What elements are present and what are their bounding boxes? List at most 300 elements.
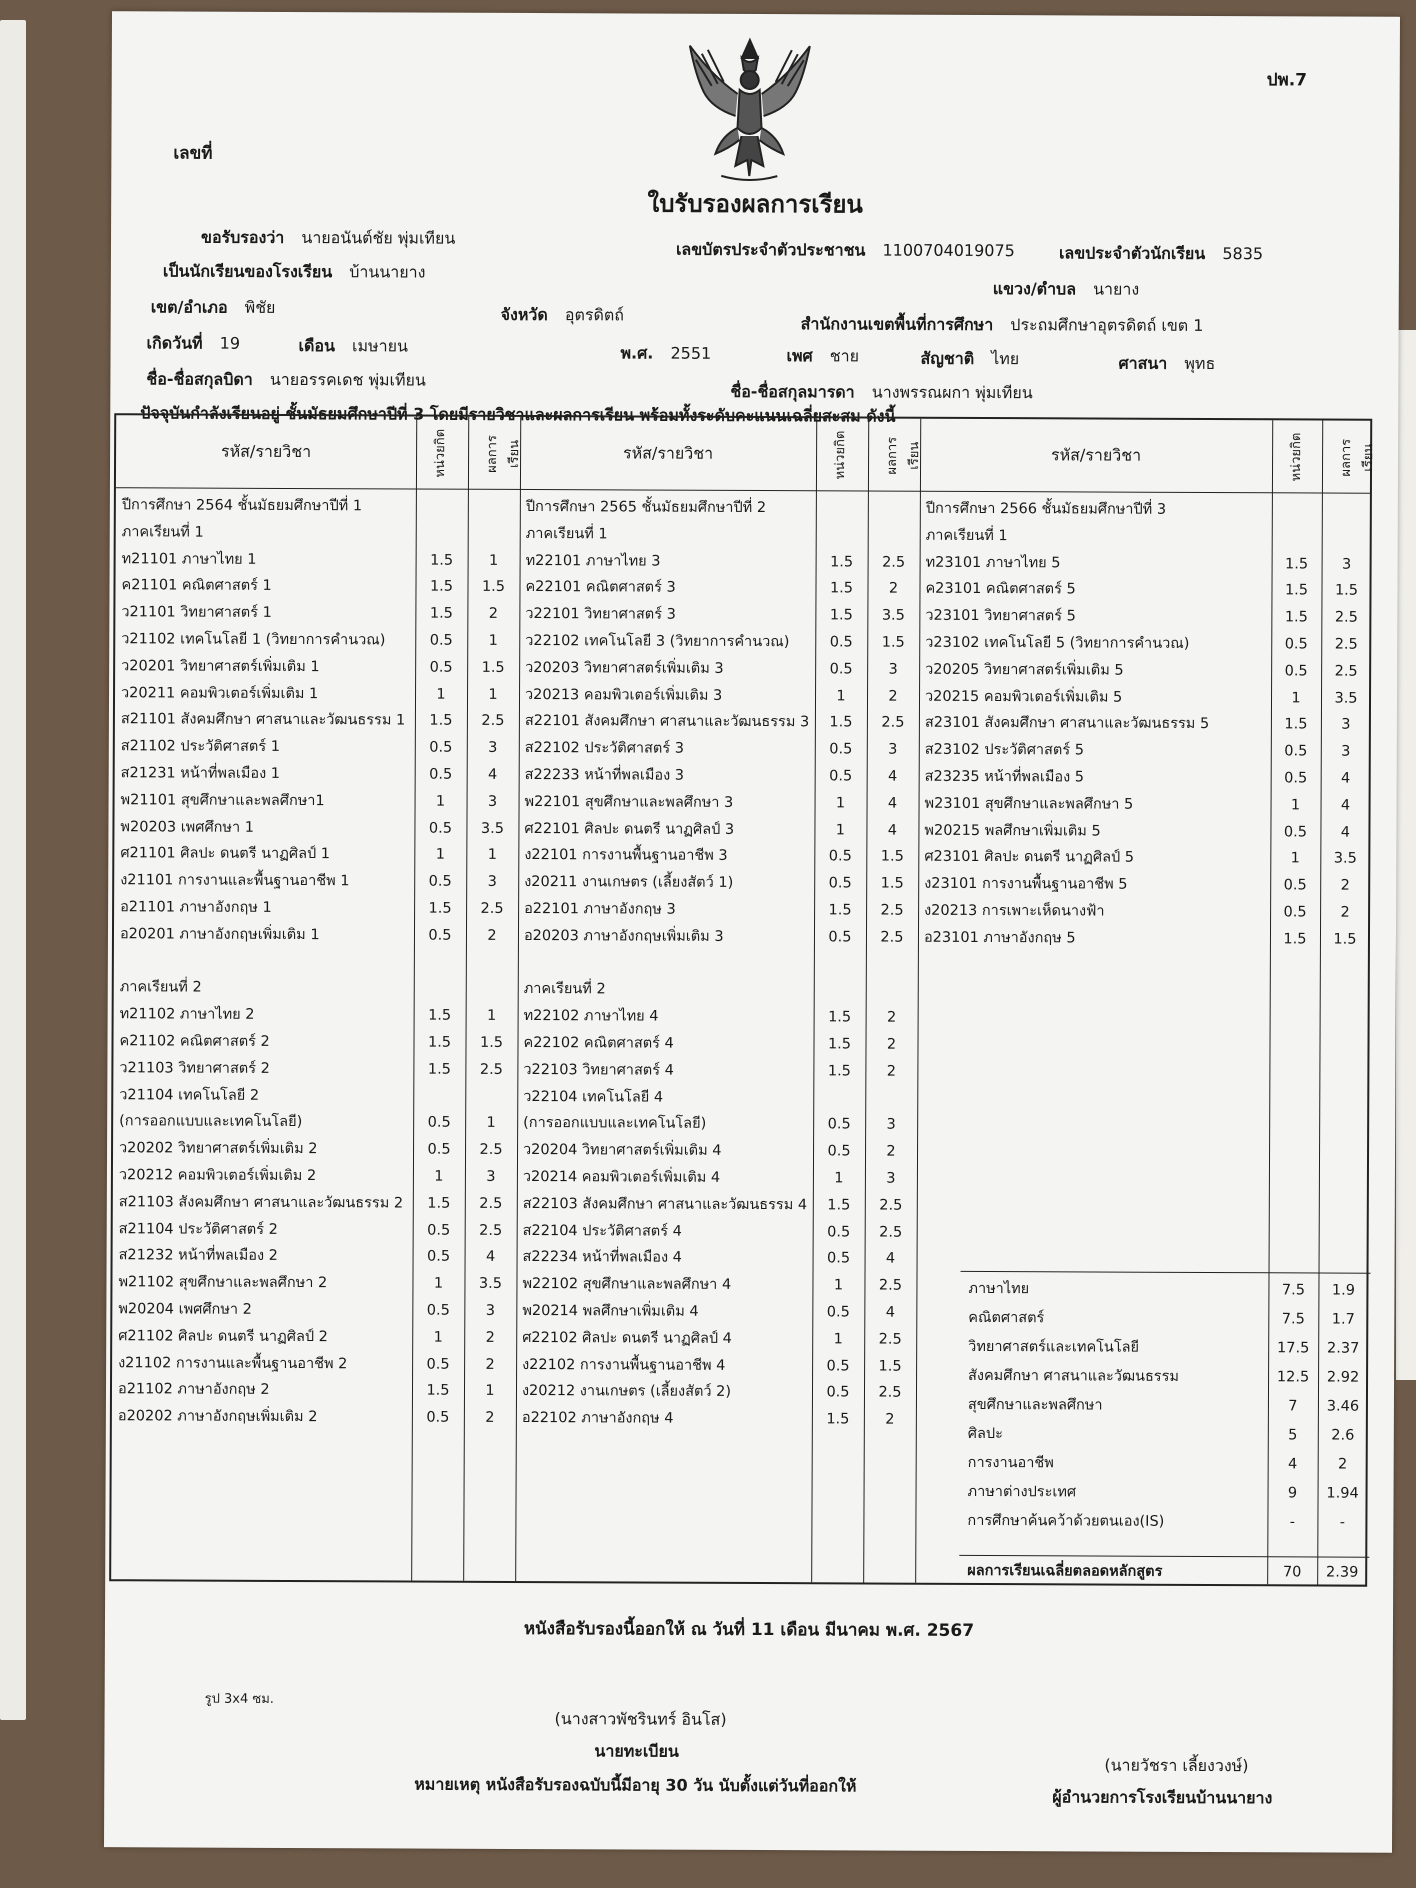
grade-cell: 2.5 (479, 1061, 503, 1078)
subject-cell: ภาคเรียนที่ 2 (119, 979, 202, 996)
grade-cell: 2.5 (880, 929, 904, 946)
grade-cell: 4 (885, 1250, 896, 1268)
credit-cell: 1.5 (430, 552, 454, 569)
subject-cell: ว20205 วิทยาศาสตร์เพิ่มเติม 5 (925, 661, 1124, 679)
nationality: ไทย (991, 349, 1020, 369)
subject-cell: ท21101 ภาษาไทย 1 (121, 550, 257, 568)
credit-cell: 1.5 (428, 1007, 452, 1024)
subject-cell: ภาคเรียนที่ 1 (525, 525, 608, 543)
credit-cell: 1.5 (426, 1382, 450, 1400)
grade-cell: 3 (486, 1168, 496, 1185)
grade-cell: 4 (887, 822, 898, 839)
subject-cell: ศ23101 ศิลปะ ดนตรี นาฏศิลป์ 5 (924, 849, 1135, 867)
credit-cell: 0.5 (427, 1222, 451, 1239)
credit-cell: 0.5 (827, 1223, 851, 1241)
subject-cell: ส21102 ประวัติศาสตร์ 1 (120, 738, 281, 756)
summary-credit: 4 (1288, 1456, 1298, 1473)
province-line (501, 303, 624, 329)
grade-cell: 1.5 (1333, 931, 1357, 948)
nationality-label: สัญชาติ (920, 348, 975, 368)
grade-cell: 1 (485, 1383, 495, 1400)
header-subject-1: รหัส/รายวิชา (221, 441, 312, 462)
subject-cell: อ23101 ภาษาอังกฤษ 5 (923, 929, 1076, 947)
school-label: เป็นนักเรียนของโรงเรียน (162, 261, 333, 282)
religion: พุทธ (1184, 353, 1216, 374)
summary-subject-group: สุขศึกษาและพลศึกษา (967, 1396, 1103, 1414)
grade-cell: 2 (485, 1356, 495, 1373)
summary-credit: 7.5 (1281, 1282, 1306, 1299)
credit-cell: 1.5 (427, 1061, 451, 1078)
subject-cell: อ20203 ภาษาอังกฤษเพิ่มเติม 3 (523, 927, 724, 945)
summary-grade: 1.9 (1331, 1282, 1356, 1299)
table-row (114, 868, 1368, 897)
summary-subject-group: การศึกษาค้นคว้าด้วยตนเอง(IS) (967, 1512, 1165, 1530)
subject-cell: ง22101 การงานพื้นฐานอาชีพ 3 (524, 847, 728, 865)
table-row (115, 627, 1369, 656)
grade-cell: 2.5 (480, 900, 504, 917)
grade-cell: 2 (886, 1009, 897, 1026)
grade-cell: 3 (488, 740, 498, 757)
grade-cell: 1.5 (479, 1034, 504, 1051)
grade-cell: 2 (885, 1411, 895, 1428)
credit-cell: 1.5 (826, 1411, 850, 1428)
subject-cell: ง21101 การงานและพื้นฐานอาชีพ 1 (120, 872, 350, 890)
born-year-line (620, 341, 711, 366)
credit-cell: 1.5 (1284, 609, 1308, 626)
school-line (163, 259, 426, 285)
credit-cell: 0.5 (429, 766, 453, 783)
table-row (114, 815, 1368, 844)
subject-cell: (การออกแบบและเทคโนโลยี) (523, 1115, 707, 1133)
subdistrict-line (993, 277, 1140, 303)
grade-cell: 1 (488, 552, 499, 569)
grade-cell: 4 (885, 1304, 895, 1321)
table-row (113, 1217, 1367, 1246)
summary-subject-group: การงานอาชีพ (967, 1454, 1054, 1472)
subject-cell: ส22101 สังคมศึกษา ศาสนาและวัฒนธรรม 3 (524, 713, 810, 731)
subject-cell: ค22102 คณิตศาสตร์ 4 (523, 1035, 674, 1052)
subject-cell: ท22102 ภาษาไทย 4 (523, 1008, 659, 1025)
subject-cell: ปีการศึกษา 2565 ชั้นมัธยมศึกษาปีที่ 2 (525, 499, 767, 517)
grade-cell: 1.5 (1334, 582, 1359, 600)
subject-cell: ศ22102 ศิลปะ ดนตรี นาฏศิลป์ 4 (522, 1329, 732, 1347)
credit-cell: 1.5 (1283, 931, 1307, 948)
summary-credit: 12.5 (1276, 1369, 1310, 1386)
subject-cell: ส22103 สังคมศึกษา ศาสนาและวัฒนธรรม 4 (522, 1195, 808, 1214)
born-label: เกิดวันที่ (146, 333, 203, 353)
summary-subject-group: ภาษาต่างประเทศ (967, 1483, 1077, 1501)
current-status-text: ปัจจุบันกำลังเรียนอยู่ ชั้นมัธยมศึกษาปีที่ 3 โดยมีรายวิชาและผลการเรียน พร้อมทั้งระดับคะแนนเฉลี่ยสะสม ดังนี้ (140, 403, 896, 426)
summary-credit: 7.5 (1281, 1311, 1305, 1328)
credit-cell: 0.5 (1284, 636, 1308, 653)
grade-cell: 1 (486, 1008, 497, 1025)
grade-cell: 2 (485, 1329, 495, 1346)
subject-cell: พ20203 เพศศึกษา 1 (120, 818, 255, 836)
subject-cell: ส22102 ประวัติศาสตร์ 3 (524, 740, 685, 757)
grade-cell: 1.5 (878, 1358, 902, 1375)
credit-cell: 0.5 (828, 875, 852, 892)
subject-cell: ว20212 คอมพิวเตอร์เพิ่มเติม 2 (118, 1167, 317, 1185)
grade-cell: 1 (488, 632, 498, 649)
header-credit-3: หน่วยกิต (1288, 432, 1305, 482)
table-row (115, 708, 1369, 737)
credit-cell: 0.5 (828, 848, 852, 865)
header-subject-2: รหัส/รายวิชา (623, 443, 714, 463)
id-card-label: เลขบัตรประจำตัวประชาชน (675, 239, 866, 260)
student-name: นายอนันต์ชัย พุ่มเทียน (301, 228, 456, 248)
table-row (115, 600, 1369, 629)
credit-cell: 0.5 (1284, 770, 1308, 787)
grade-cell: 3 (886, 1116, 896, 1134)
header-grade-1: ผลการเรียน (485, 434, 523, 473)
credit-cell: 0.5 (428, 873, 452, 890)
credit-cell: 1.5 (427, 1195, 451, 1212)
summary-row (112, 1476, 1366, 1505)
table-row (113, 1083, 1367, 1112)
credit-cell: 0.5 (427, 1248, 451, 1266)
credit-cell: 0.5 (427, 1141, 451, 1158)
grade-cell: 2 (487, 927, 497, 944)
district: พิชัย (244, 297, 276, 317)
registrar-title: นายทะเบียน (594, 1741, 679, 1761)
area: ประถมศึกษาอุตรดิตถ์ เขต 1 (1010, 315, 1204, 335)
subject-cell: ปีการศึกษา 2564 ชั้นมัธยมศึกษาปีที่ 1 (121, 497, 363, 515)
summary-total-row (111, 1555, 1365, 1584)
grade-cell: 3 (485, 1302, 495, 1319)
subject-cell: ส23101 สังคมศึกษา ศาสนาและวัฒนธรรม 5 (924, 715, 1210, 733)
subject-cell: ว20201 วิทยาศาสตร์เพิ่มเติม 1 (121, 658, 320, 675)
credit-cell: 1.5 (827, 1036, 852, 1053)
subject-cell: ว20211 คอมพิวเตอร์เพิ่มเติม 1 (121, 684, 319, 702)
credit-cell: 0.5 (1283, 877, 1307, 894)
grade-cell: 1 (487, 847, 497, 864)
credit-cell: 0.5 (827, 1143, 851, 1160)
grade-cell: 2.5 (880, 902, 904, 919)
born-day-line (147, 331, 241, 356)
table-row (115, 681, 1369, 710)
subject-cell: ส21231 หน้าที่พลเมือง 1 (120, 765, 281, 782)
credit-cell: 0.5 (1283, 823, 1308, 841)
grade-cell: 2.5 (1334, 609, 1358, 626)
subject-cell: ว22103 วิทยาศาสตร์ 4 (523, 1061, 674, 1079)
summary-grade: 1.7 (1331, 1311, 1355, 1328)
credit-cell: 1 (833, 1331, 843, 1348)
religion-line (1118, 352, 1215, 377)
header-subject-3: รหัส/รายวิชา (1050, 445, 1142, 465)
area-line (801, 312, 1204, 339)
credit-cell: 1 (834, 1170, 844, 1187)
grade-cell: 2.5 (479, 1195, 503, 1212)
validity-note: หมายเหตุ หนังสือรับรองฉบับนี้มีอายุ 30 วัน นับตั้งแต่วันที่ออกให้ (414, 1774, 857, 1796)
subject-cell: ค21101 คณิตศาสตร์ 1 (121, 577, 272, 595)
subject-cell: ศ22101 ศิลปะ ดนตรี นาฏศิลป์ 3 (524, 820, 735, 838)
student-no-line (1059, 241, 1263, 267)
grade-cell: 4 (488, 766, 498, 783)
sex: ชาย (829, 346, 860, 366)
credit-cell: 1.5 (828, 1009, 852, 1026)
credit-cell: 0.5 (829, 741, 853, 758)
table-row (115, 788, 1369, 817)
born-month: เมษายน (352, 336, 408, 356)
subject-cell: ค21102 คณิตศาสตร์ 2 (119, 1033, 270, 1050)
subject-cell: ว20203 วิทยาศาสตร์เพิ่มเติม 3 (525, 659, 724, 677)
grade-cell: 3 (888, 661, 898, 678)
header-credit-1: หน่วยกิต (432, 429, 449, 479)
credit-cell: 0.5 (428, 927, 452, 944)
id-card-number: 1100704019075 (882, 240, 1015, 261)
credit-cell: 1 (836, 687, 846, 704)
subject-cell: ง20213 การเพาะเห็ดนางฟ้า (924, 902, 1105, 920)
year-label: พ.ศ. (620, 343, 654, 363)
grade-cell: 2 (888, 688, 898, 705)
credit-cell: 0.5 (429, 739, 453, 756)
photo-label: รูป 3x4 ซม. (204, 1691, 274, 1707)
subject-cell: ส23102 ประวัติศาสตร์ 5 (924, 741, 1085, 759)
grade-cell: 2.5 (879, 1197, 903, 1214)
credit-cell: 1 (1290, 797, 1301, 814)
religion-label: ศาสนา (1118, 353, 1168, 373)
mother-name: นางพรรณผกา พุ่มเทียน (871, 382, 1033, 403)
grade-cell: 2 (886, 1063, 897, 1080)
table-row (113, 1244, 1367, 1273)
credit-cell: 1 (1291, 689, 1301, 706)
credit-cell: 1.5 (829, 607, 853, 624)
father-line (146, 367, 426, 393)
mother-line (730, 380, 1032, 406)
grade-cell: 3.5 (881, 607, 905, 624)
credit-cell: 0.5 (428, 820, 453, 837)
summary-grade: 3.46 (1326, 1398, 1360, 1415)
grade-cell: 2 (488, 606, 499, 623)
father-label: ชื่อ-ชื่อสกุลบิดา (146, 369, 253, 389)
credit-cell: 0.5 (1284, 743, 1308, 760)
header-grade-3: ผลการเรียน (1338, 438, 1377, 477)
credit-cell: 1.5 (1285, 555, 1309, 573)
subject-cell: ภาคเรียนที่ 2 (523, 981, 606, 998)
grade-cell: 4 (1340, 797, 1351, 814)
summary-grade: 2.6 (1331, 1427, 1355, 1444)
grade-cell: 3 (1341, 556, 1352, 573)
summary-credit: - (1289, 1514, 1296, 1531)
subject-cell: ว21102 เทคโนโลยี 1 (วิทยาการคำนวณ) (121, 631, 386, 649)
credit-cell: 1.5 (429, 605, 453, 622)
subject-cell: ภาคเรียนที่ 1 (925, 527, 1008, 544)
credit-cell: 0.5 (426, 1302, 450, 1319)
credit-cell: 1.5 (1284, 582, 1309, 599)
credit-cell: 0.5 (826, 1304, 850, 1321)
subject-cell: ว21101 วิทยาศาสตร์ 1 (121, 604, 272, 622)
credit-cell: 1 (436, 686, 446, 703)
credit-cell: 1 (1290, 850, 1300, 867)
form-code: ปพ.7 (1266, 70, 1308, 91)
area-label: สำนักงานเขตพื้นที่การศึกษา (800, 314, 994, 335)
adjacent-paper-right (1396, 330, 1416, 1380)
table-row (116, 547, 1370, 576)
credit-cell: 1 (435, 847, 445, 864)
subject-cell: ส22234 หน้าที่พลเมือง 4 (522, 1249, 682, 1267)
registrar-name: (นางสาวพัชรินทร์ อินโส) (554, 1709, 727, 1729)
subject-cell: อ20202 ภาษาอังกฤษเพิ่มเติม 2 (117, 1408, 318, 1426)
subject-cell: ส22104 ประวัติศาสตร์ 4 (522, 1222, 682, 1240)
subject-cell: ค23101 คณิตศาสตร์ 5 (925, 581, 1076, 598)
subject-cell: ท21102 ภาษาไทย 2 (119, 1006, 255, 1024)
table-row (114, 976, 1368, 1005)
subject-cell: ท22101 ภาษาไทย 3 (525, 552, 661, 570)
credit-cell: 0.5 (1283, 904, 1307, 921)
subject-cell: ส23235 หน้าที่พลเมือง 5 (924, 768, 1085, 786)
credit-cell: 0.5 (828, 929, 852, 946)
grade-cell: 3 (1341, 716, 1351, 734)
subject-cell: ศ21102 ศิลปะ ดนตรี นาฏศิลป์ 2 (118, 1328, 328, 1345)
grade-cell: 3 (487, 874, 497, 891)
table-row (115, 761, 1369, 790)
grade-cell: 1 (486, 1115, 496, 1132)
table-row (114, 1002, 1368, 1031)
student-no: 5835 (1222, 244, 1264, 264)
subject-cell: พ22101 สุขศึกษาและพลศึกษา 3 (524, 793, 734, 811)
summary-row (112, 1418, 1366, 1447)
grade-cell: 1 (488, 686, 498, 703)
certificate-title: ใบรับรองผลการเรียน (647, 189, 863, 219)
credit-cell: 0.5 (829, 768, 853, 785)
credit-cell: 0.5 (1284, 663, 1308, 680)
header-credit-2: หน่วยกิต (832, 431, 849, 480)
summary-grade: 2 (1338, 1456, 1348, 1473)
credit-cell: 1.5 (829, 580, 854, 597)
credit-cell: 1.5 (827, 1063, 851, 1080)
table-row (114, 922, 1368, 951)
summary-subject-group: สังคมศึกษา ศาสนาและวัฒนธรรม (968, 1367, 1179, 1385)
credit-cell: 0.5 (429, 659, 453, 676)
grade-cell: 3.5 (1333, 850, 1357, 868)
credit-cell: 1.5 (828, 902, 852, 919)
born-year: 2551 (670, 343, 712, 363)
summary-grade: - (1339, 1514, 1346, 1531)
table-row (114, 842, 1368, 871)
table-row (116, 520, 1370, 549)
subject-cell: ว22104 เทคโนโลยี 4 (523, 1088, 664, 1106)
subject-cell: ง20212 งานเกษตร (เลี้ยงสัตว์ 2) (521, 1383, 732, 1401)
certify-line (201, 226, 455, 252)
credit-cell: 0.5 (426, 1409, 450, 1426)
nationality-line (920, 347, 1019, 372)
credit-cell: 1 (434, 1168, 444, 1185)
summary-credit: 5 (1288, 1427, 1298, 1444)
student-no-label: เลขประจำตัวนักเรียน (1058, 243, 1206, 263)
grade-cell: 2 (1340, 877, 1350, 894)
credit-cell: 1.5 (427, 1034, 452, 1051)
grade-cell: 2.5 (879, 1224, 903, 1241)
credit-cell: 1.5 (829, 714, 853, 731)
subject-cell: พ20204 เพศศึกษา 2 (118, 1301, 252, 1318)
table-row (113, 1136, 1367, 1165)
born-month-line (298, 334, 407, 359)
subject-cell: ว20214 คอมพิวเตอร์เพิ่มเติม 4 (522, 1169, 721, 1186)
grade-cell: 3.5 (478, 1275, 503, 1293)
district-line (151, 295, 276, 321)
summary-subject-group: คณิตศาสตร์ (968, 1309, 1045, 1327)
credit-cell: 0.5 (829, 634, 853, 651)
subject-cell: ง20211 งานเกษตร (เลี้ยงสัตว์ 1) (524, 874, 734, 892)
credit-cell: 1 (435, 793, 446, 810)
subject-cell: ว20202 วิทยาศาสตร์เพิ่มเติม 2 (119, 1140, 318, 1158)
subject-cell: อ22101 ภาษาอังกฤษ 3 (524, 901, 676, 918)
grade-cell: 4 (887, 795, 898, 812)
summary-subject-group: ภาษาไทย (968, 1280, 1030, 1298)
subject-cell: ว20213 คอมพิวเตอร์เพิ่มเติม 3 (524, 686, 723, 704)
grade-cell: 3.5 (480, 820, 505, 837)
credit-cell: 0.5 (827, 1250, 851, 1267)
subject-cell: ปีการศึกษา 2566 ชั้นมัธยมศึกษาปีที่ 3 (925, 500, 1167, 518)
issue-date: หนังสือรับรองนี้ออกให้ ณ วันที่ 11 เดือน มีนาคม พ.ศ. 2567 (523, 1619, 975, 1641)
grade-cell: 2 (485, 1410, 495, 1427)
subject-cell: พ20214 พลศึกษาเพิ่มเติม 4 (522, 1303, 699, 1320)
grade-cell: 2.5 (479, 1222, 503, 1239)
grade-cell: 2 (888, 580, 899, 598)
credit-cell: 1 (833, 1277, 844, 1294)
subject-cell: ว20215 คอมพิวเตอร์เพิ่มเติม 5 (924, 688, 1123, 706)
grade-cell: 2.5 (881, 714, 905, 732)
province: อุตรดิตถ์ (564, 305, 624, 325)
subject-cell: ว23101 วิทยาศาสตร์ 5 (925, 607, 1076, 625)
credit-cell: 1.5 (428, 900, 452, 917)
credit-cell: 0.5 (826, 1357, 850, 1375)
summary-subject-group: วิทยาศาสตร์และเทคโนโลยี (968, 1338, 1140, 1356)
subject-cell: ส22233 หน้าที่พลเมือง 3 (524, 767, 685, 784)
grade-cell: 4 (1340, 824, 1351, 841)
table-row (113, 1163, 1367, 1192)
subject-cell: ว23102 เทคโนโลยี 5 (วิทยาการคำนวณ) (925, 634, 1190, 652)
summary-grade: 1.94 (1326, 1485, 1359, 1502)
certificate-paper (104, 11, 1400, 1853)
grade-cell: 4 (888, 768, 898, 785)
summary-credit: 70 (1282, 1564, 1302, 1581)
subject-cell: ว20204 วิทยาศาสตร์เพิ่มเติม 4 (523, 1142, 722, 1160)
subject-cell: ส21101 สังคมศึกษา ศาสนาและวัฒนธรรม 1 (120, 711, 406, 729)
subject-cell: พ22102 สุขศึกษาและพลศึกษา 4 (522, 1276, 732, 1294)
subject-cell: ส21104 ประวัติศาสตร์ 2 (118, 1220, 278, 1238)
credit-cell: 1.5 (429, 712, 453, 730)
school-name: บ้านนายาง (349, 262, 426, 282)
director-title: ผู้อำนวยการโรงเรียนบ้านนายาง (1052, 1787, 1273, 1808)
subject-cell: พ23101 สุขศึกษาและพลศึกษา 5 (924, 795, 1134, 813)
grade-cell: 2.5 (479, 1142, 503, 1159)
table-row (115, 654, 1369, 683)
subject-cell: ภาคเรียนที่ 1 (121, 524, 204, 541)
summary-grade: 2.92 (1326, 1369, 1360, 1386)
district-label: เขต/อำเภอ (150, 297, 228, 317)
grade-cell: 2.5 (481, 713, 505, 730)
grade-cell: 2.5 (878, 1384, 902, 1402)
subject-cell: ว22101 วิทยาศาสตร์ 3 (525, 606, 676, 623)
grade-cell: 1.5 (881, 634, 905, 651)
grade-cell: 2.5 (1334, 663, 1358, 680)
adjacent-paper-left (0, 20, 26, 1720)
table-row (113, 1056, 1367, 1085)
grade-cell: 2.5 (878, 1331, 902, 1348)
table-row (116, 493, 1370, 522)
subject-cell: ศ21101 ศิลปะ ดนตรี นาฏศิลป์ 1 (120, 845, 331, 863)
grade-cell: 3 (487, 793, 498, 810)
subdistrict-label: แขวง/ตำบล (992, 279, 1077, 299)
grade-cell: 1.5 (880, 848, 904, 866)
director-name: (นายวัชรา เลี้ยงวงษ์) (1104, 1755, 1249, 1776)
subject-cell: ค22101 คณิตศาสตร์ 3 (525, 579, 676, 597)
father-name: นายอรรคเดช พุ่มเทียน (269, 369, 426, 390)
table-row (115, 734, 1369, 763)
credit-cell: 1.5 (1284, 716, 1308, 733)
month-label: เดือน (298, 336, 336, 356)
